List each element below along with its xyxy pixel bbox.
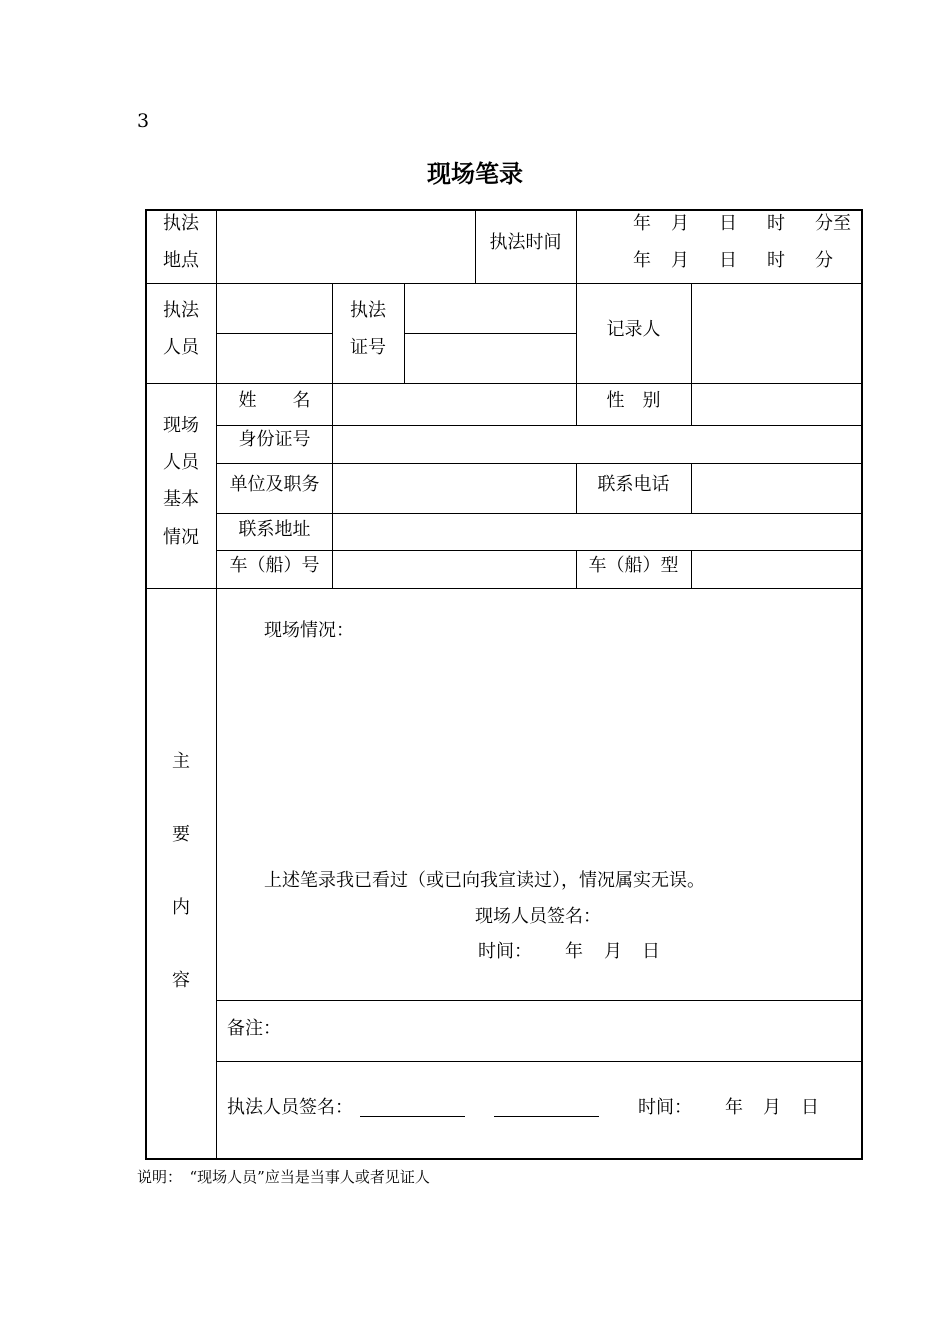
time-year: 年: [633, 250, 651, 271]
unit-label: 单位及职务: [229, 474, 320, 495]
situation-label: 现场情况：: [264, 620, 354, 641]
row-divider: [217, 333, 332, 334]
confirm-statement: 上述笔录我已看过（或已向我宣读过），情况属实无误。: [264, 870, 705, 891]
person-side-label: 现场: [163, 415, 199, 436]
officer-field-1[interactable]: [220, 286, 329, 330]
col-divider: [332, 283, 333, 383]
officer-label-line2: 人员: [163, 337, 199, 358]
cert-label-line2: 证号: [350, 337, 386, 358]
officer-sign-month: 月: [763, 1097, 781, 1118]
main-side-label: 容: [172, 970, 190, 991]
officer-label-line1: 执法: [163, 300, 199, 321]
footnote: 说明： “现场人员”应当是当事人或者见证人: [137, 1168, 430, 1186]
row-divider: [404, 333, 576, 334]
officer-sign-day: 日: [801, 1097, 819, 1118]
cert-field-2[interactable]: [407, 336, 573, 380]
officer-sign-line-1[interactable]: [360, 1116, 465, 1117]
cert-label-line1: 执法: [350, 300, 386, 321]
col-divider: [691, 283, 692, 383]
page-number: 3: [137, 110, 150, 132]
row-divider: [217, 550, 863, 551]
time-label: 执法时间: [489, 232, 562, 253]
phone-label: 联系电话: [597, 474, 670, 495]
officer-sign-year: 年: [725, 1097, 743, 1118]
vehicle-type-field[interactable]: [694, 553, 860, 585]
row-divider: [217, 1000, 863, 1001]
name-label: 姓 名: [238, 390, 311, 411]
time-month: 月: [671, 213, 689, 234]
col-divider: [691, 550, 692, 588]
page-title: 现场笔录: [427, 160, 523, 188]
col-divider: [691, 383, 692, 425]
vehicle-number-label: 车（船）号: [229, 555, 320, 576]
col-divider: [404, 283, 405, 383]
officer-field-2[interactable]: [220, 336, 329, 380]
gender-label: 性 别: [606, 390, 661, 411]
row-divider: [145, 383, 863, 384]
officer-sign-time-label: 时间：: [638, 1097, 692, 1118]
person-sign-time-label: 时间：: [478, 941, 532, 962]
address-field[interactable]: [335, 516, 860, 548]
name-field[interactable]: [335, 386, 573, 422]
time-minute-to: 分至: [815, 213, 851, 234]
place-label-line1: 执法: [163, 213, 199, 234]
person-side-label: 情况: [163, 527, 199, 548]
person-side-label: 人员: [163, 452, 199, 473]
person-sign-month: 月: [604, 941, 622, 962]
address-label: 联系地址: [238, 519, 311, 540]
phone-field[interactable]: [694, 466, 860, 510]
remarks-field[interactable]: [290, 1003, 860, 1058]
main-side-label: 主: [172, 751, 190, 772]
col-divider: [691, 463, 692, 513]
place-field[interactable]: [220, 212, 472, 280]
time-hour: 时: [767, 250, 785, 271]
person-sign-label: 现场人员签名：: [475, 906, 601, 927]
vehicle-number-field[interactable]: [335, 553, 573, 585]
person-sign-year: 年: [565, 941, 583, 962]
row-divider: [217, 463, 863, 464]
vehicle-type-label: 车（船）型: [588, 555, 679, 576]
row-divider: [145, 588, 863, 589]
unit-field[interactable]: [335, 466, 573, 510]
col-divider: [332, 383, 333, 588]
main-side-label: 要: [172, 824, 190, 845]
remarks-label: 备注：: [227, 1018, 281, 1039]
id-number-field[interactable]: [335, 428, 860, 460]
time-hour: 时: [767, 213, 785, 234]
time-year: 年: [633, 213, 651, 234]
row-divider: [217, 513, 863, 514]
time-day: 日: [719, 213, 737, 234]
time-minute: 分: [815, 250, 833, 271]
officer-sign-line-2[interactable]: [494, 1116, 599, 1117]
time-month: 月: [671, 250, 689, 271]
main-side-label: 内: [172, 897, 190, 918]
recorder-field[interactable]: [694, 286, 860, 380]
col-divider: [576, 209, 577, 283]
gender-field[interactable]: [694, 386, 860, 422]
row-divider: [217, 425, 863, 426]
place-label-line2: 地点: [163, 250, 199, 271]
person-side-label: 基本: [163, 489, 199, 510]
row-divider: [217, 1061, 863, 1062]
cert-field-1[interactable]: [407, 286, 573, 330]
time-day: 日: [719, 250, 737, 271]
row-divider: [145, 283, 863, 284]
situation-field[interactable]: [220, 650, 860, 860]
recorder-label: 记录人: [606, 319, 661, 340]
officer-sign-label: 执法人员签名：: [227, 1097, 353, 1118]
person-sign-day: 日: [642, 941, 660, 962]
id-number-label: 身份证号: [238, 429, 311, 450]
